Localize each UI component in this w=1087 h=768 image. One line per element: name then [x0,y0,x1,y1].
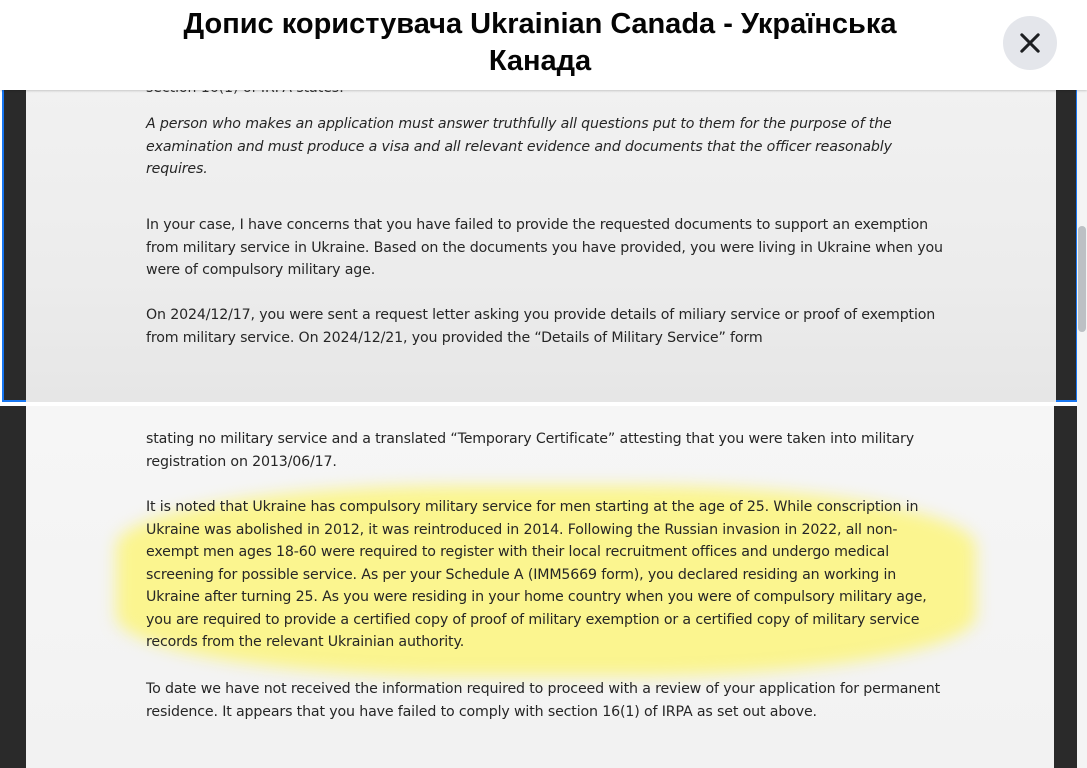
paragraph-highlighted: It is noted that Ukraine has compulsory military service for men starting at the age of 25. While conscription in Ukraine was abolished in 2012, it was reintroduced in 2014. Following the Russian invasion in 2022, all non-exempt men ages 18-60 were required to register with their local recruitment offices and undergo medical screening for possible service. As per your Schedule A (IMM5669 form), you declared residing an working in Ukraine after turning 25. As you were residing in your home country when you were of compulsory military age, you are required to provide a certified copy of proof of military exemption or a certified copy of military service records from the relevant Ukrainian authority. [146,499,927,650]
post-title: Допис користувача Ukrainian Canada - Українська Канада [183,8,897,77]
document-image-1[interactable] [2,90,1078,402]
vertical-scrollbar[interactable] [1077,90,1087,768]
irpa-quote: A person who makes an application must answer truthfully all questions put to them for the purpose of the examination and must produce a visa and all relevant evidence and documents that the officer reasonably requires. [146,116,892,177]
paragraph-request: On 2024/12/17, you were sent a request letter asking you provide details of miliary service or proof of exemption from military service. On 2024/12/21, you provided the “Details of Military Service” form [146,307,936,346]
post-viewer-header [0,0,1087,90]
document-image-2[interactable] [0,406,1078,768]
close-icon [1016,29,1044,57]
document-page [26,406,1054,768]
paragraph-concerns: In your case, I have concerns that you have failed to provide the requested documents to support an exemption from military service in Ukraine. Based on the documents you have provided, you were living in Ukraine when you were of compulsory military age. [146,217,943,278]
image-viewer[interactable] [0,90,1087,768]
document-page [26,90,1056,402]
paragraph-continuation: stating no military service and a translated “Temporary Certificate” attesting that you were taken into military registration on 2013/06/17. [146,431,914,470]
scrollbar-thumb[interactable] [1078,226,1086,332]
close-button[interactable] [1003,16,1057,70]
paragraph-conclusion: To date we have not received the information required to proceed with a review of your application for permanent residence. It appears that you have failed to comply with section 16(1) of IRPA as set out above. [146,681,941,720]
